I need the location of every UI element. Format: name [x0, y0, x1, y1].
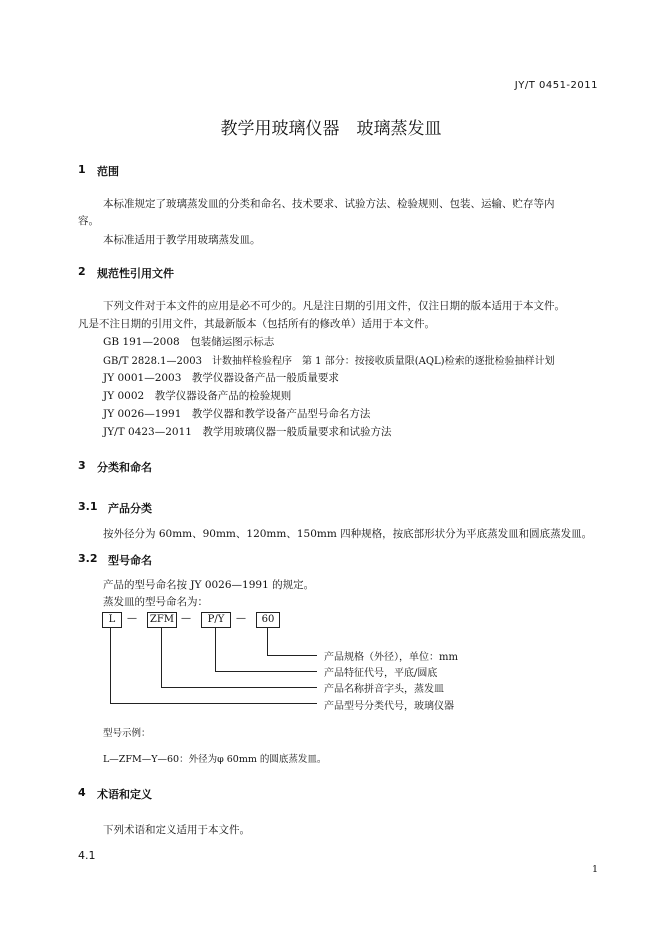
- model-label-feature: 产品特征代号，平底/圆底: [324, 668, 438, 679]
- connector-line: [215, 628, 216, 671]
- section-3-2-para-1: 产品的型号命名按 JY 0026—1991 的规定。: [103, 579, 315, 591]
- reference-item: GB/T 2828.1—2003 计数抽样检验程序 第 1 部分：按接收质量限(AQL)检索的逐批检验抽样计划: [103, 356, 555, 367]
- connector-line: [215, 671, 317, 672]
- section-3-2-para-2: 蒸发皿的型号命名为：: [103, 596, 208, 608]
- model-label-category: 产品型号分类代号，玻璃仪器: [324, 701, 454, 712]
- reference-item: JY 0001—2003 教学仪器设备产品一般质量要求: [103, 372, 339, 384]
- standard-number: JY/T 0451-2011: [514, 80, 598, 91]
- section-1-heading: 范围: [97, 165, 119, 178]
- section-2-para-1-cont: 凡是不注日期的引用文件，其最新版本（包括所有的修改单）适用于本文件。: [78, 318, 435, 330]
- section-2-para-1: 下列文件对于本文件的应用是必不可少的。凡是注日期的引用文件，仅注日期的版本适用于本文件。: [103, 300, 565, 312]
- connector-line: [161, 687, 317, 688]
- section-3-2-heading: 型号命名: [108, 554, 152, 567]
- connector-line: [161, 628, 162, 687]
- model-box-feature: P/Y: [201, 612, 231, 628]
- section-2-number: 2: [78, 265, 86, 278]
- section-3-heading: 分类和命名: [97, 461, 152, 474]
- section-1-para-1: 本标准规定了玻璃蒸发皿的分类和命名、技术要求、试验方法、检验规则、包装、运输、贮存等内: [103, 198, 555, 210]
- section-3-number: 3: [78, 459, 86, 472]
- reference-item: JY 0026—1991 教学仪器和教学设备产品型号命名方法: [103, 408, 371, 420]
- section-1-para-1-cont: 容。: [78, 215, 99, 227]
- example-label: 型号示例：: [103, 728, 151, 739]
- model-dash: —: [181, 613, 191, 624]
- section-2-heading: 规范性引用文件: [97, 267, 174, 280]
- section-3-1-heading: 产品分类: [108, 502, 152, 515]
- connector-line: [110, 628, 111, 703]
- section-1-para-2: 本标准适用于教学用玻璃蒸发皿。: [103, 234, 261, 246]
- section-4-para-1: 下列术语和定义适用于本文件。: [103, 824, 250, 836]
- example-text: L—ZFM—Y—60：外径为φ 60mm 的圆底蒸发皿。: [103, 754, 327, 765]
- section-4-heading: 术语和定义: [97, 788, 152, 801]
- section-3-1-number: 3.1: [78, 500, 98, 513]
- model-dash: —: [236, 613, 246, 624]
- connector-line: [267, 628, 268, 655]
- model-label-size: 产品规格（外径），单位：mm: [324, 652, 458, 663]
- reference-item: JY/T 0423—2011 教学用玻璃仪器一般质量要求和试验方法: [103, 426, 392, 438]
- section-1-number: 1: [78, 163, 86, 176]
- reference-item: GB 191—2008 包装储运图示标志: [103, 336, 275, 348]
- section-3-2-number: 3.2: [78, 552, 98, 565]
- model-box-size: 60: [256, 612, 280, 628]
- model-box-name: ZFM: [147, 612, 177, 628]
- page-number: 1: [592, 864, 599, 875]
- section-4-number: 4: [78, 786, 86, 799]
- model-label-name: 产品名称拼音字头，蒸发皿: [324, 684, 444, 695]
- model-box-category: L: [102, 612, 122, 628]
- section-4-1-number: 4.1: [78, 849, 96, 862]
- connector-line: [267, 655, 317, 656]
- reference-item: JY 0002 教学仪器设备产品的检验规则: [103, 390, 292, 402]
- page-title: 教学用玻璃仪器 玻璃蒸发皿: [220, 119, 442, 139]
- section-3-1-text: 按外径分为 60mm、90mm、120mm、150mm 四种规格，按底部形状分为平底蒸发皿和圆底蒸发皿。: [103, 528, 593, 540]
- connector-line: [110, 703, 317, 704]
- model-dash: —: [127, 613, 137, 624]
